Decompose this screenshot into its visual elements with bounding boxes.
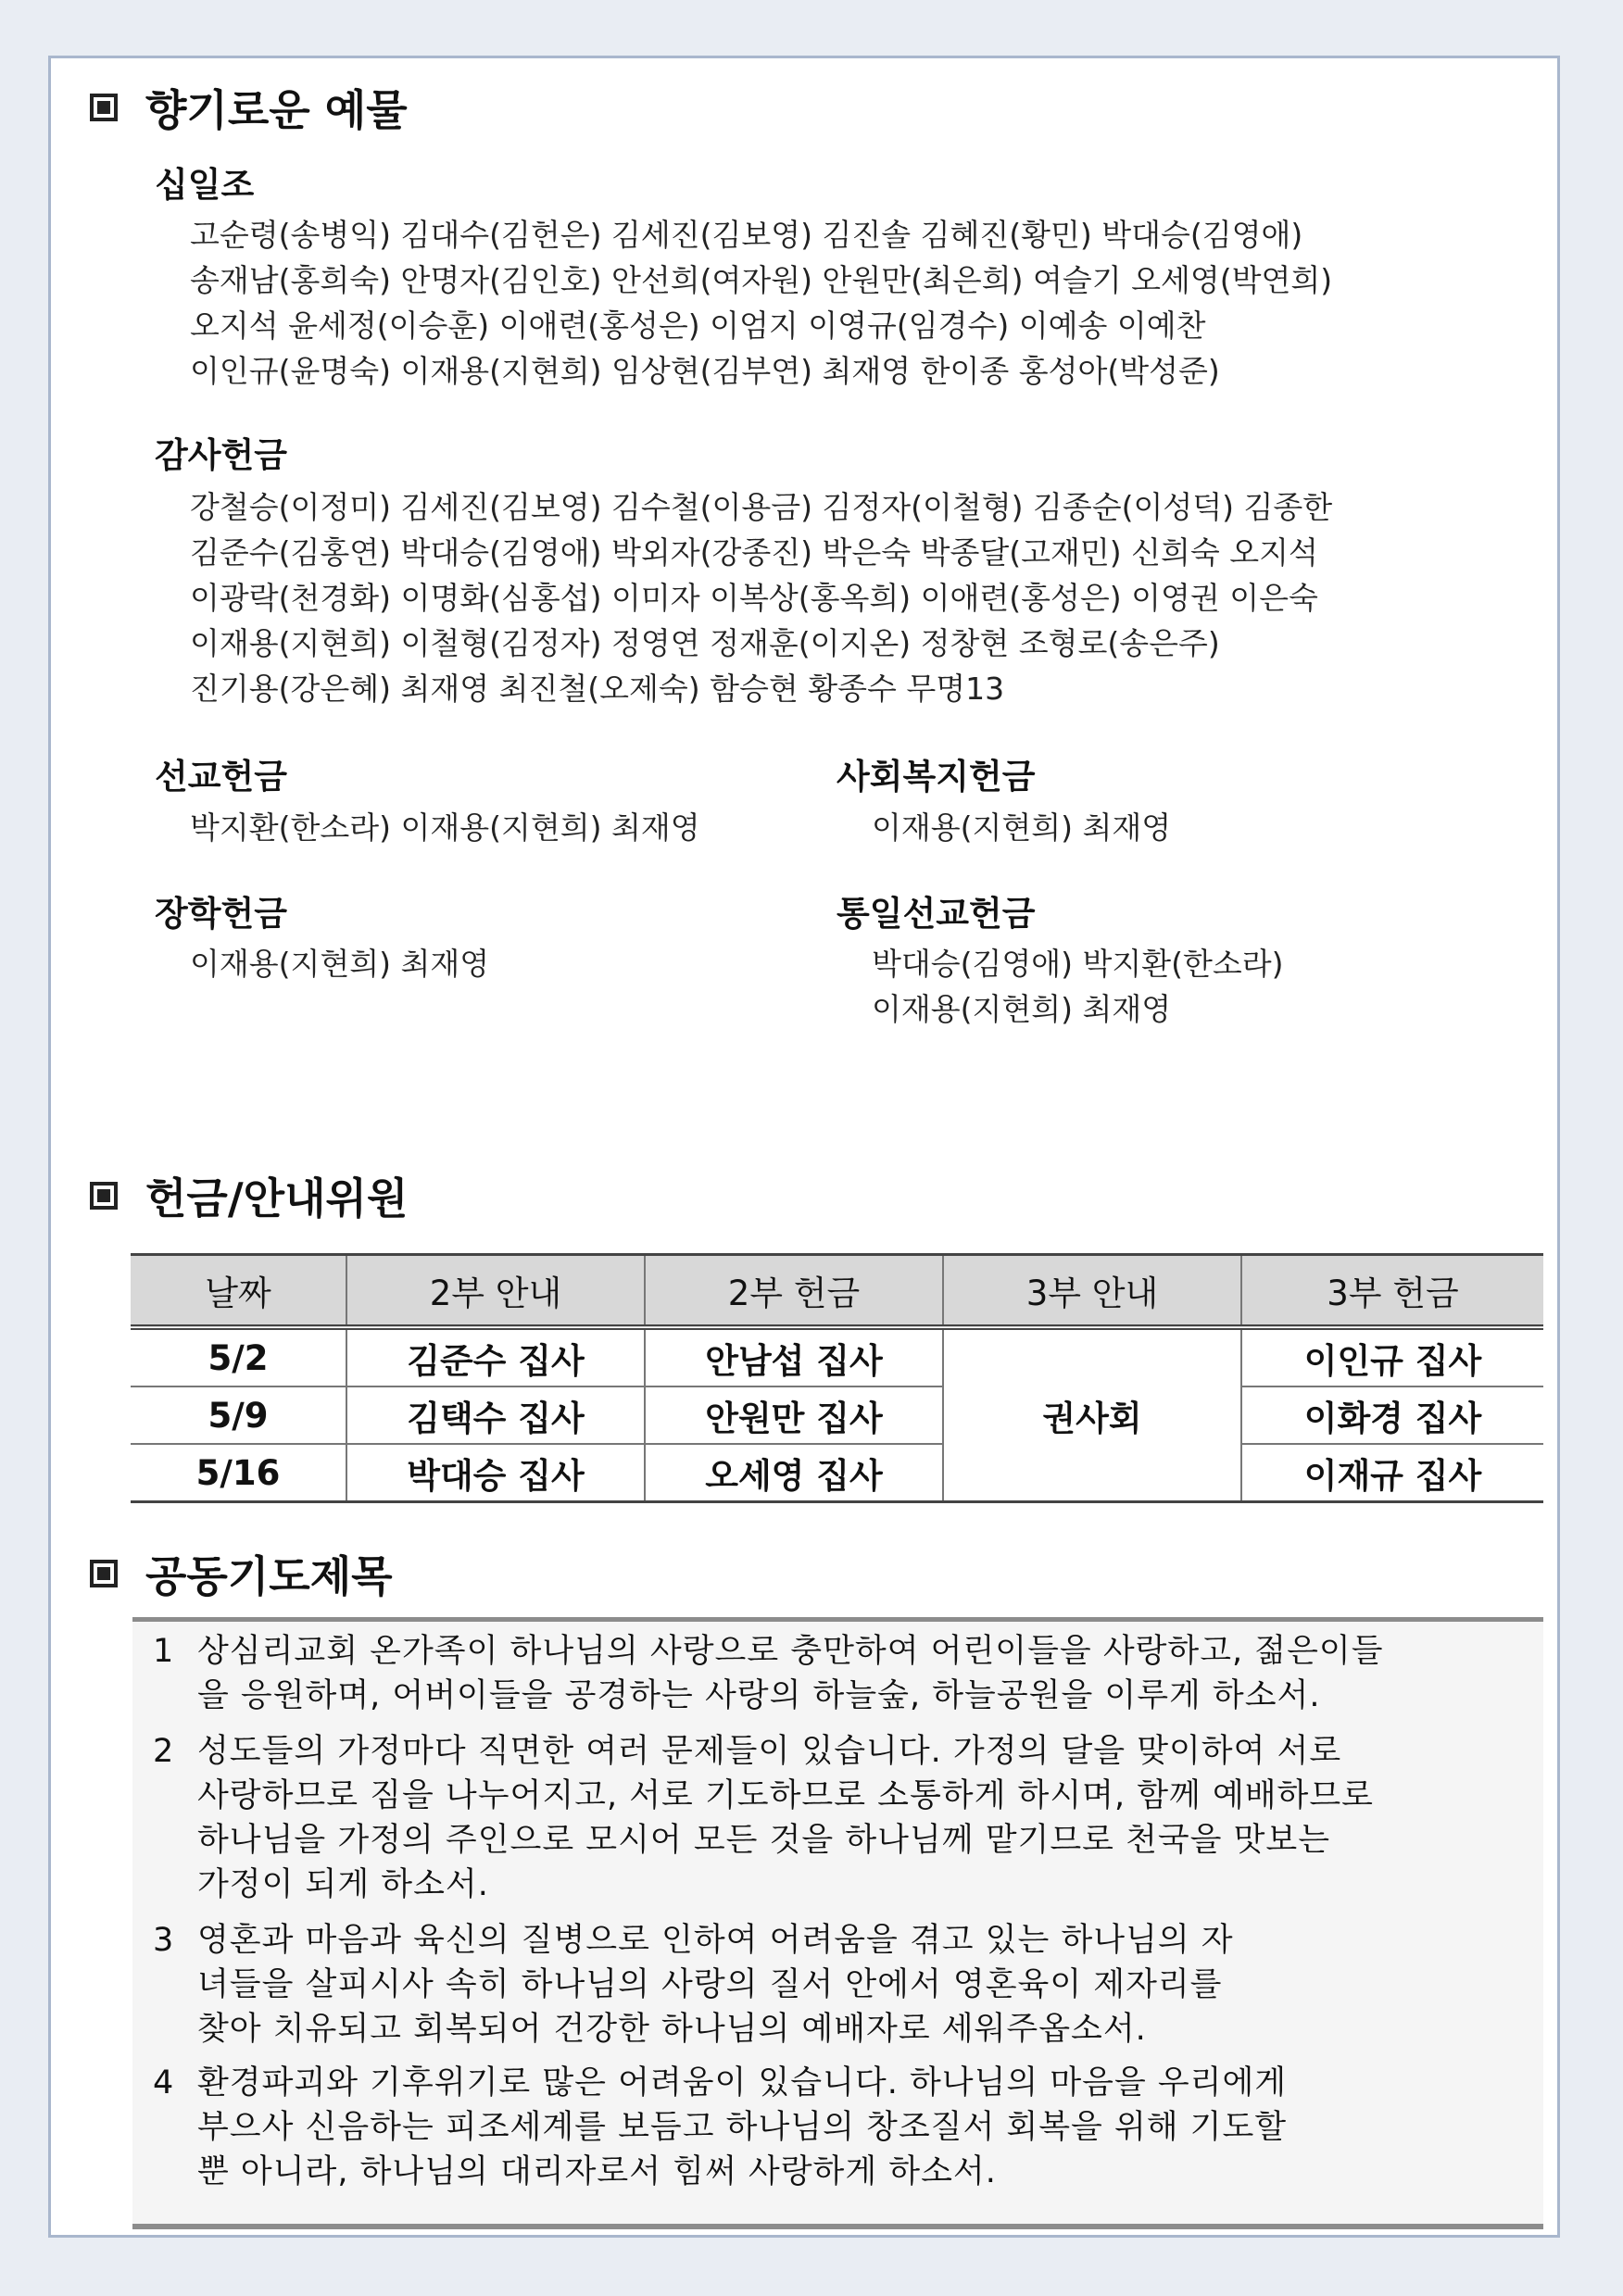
names-line: 이재용(지현희) 최재영	[872, 991, 1172, 1027]
ushers-title: 헌금/안내위원	[145, 1173, 409, 1223]
names-line: 진기용(강은혜) 최재영 최진철(오제숙) 함승현 황종수 무명13	[190, 671, 1005, 707]
square-bullet-icon	[90, 94, 118, 121]
prayer-title: 공동기도제목	[145, 1551, 393, 1601]
names-line: 박대승(김영애) 박지환(한소라)	[872, 946, 1284, 982]
names-line: 송재남(홍희숙) 안명자(김인호) 안선희(여자원) 안원만(최은희) 여슬기 오세영(박연희)	[190, 262, 1333, 298]
welfare-names	[872, 805, 1171, 850]
prayer-line: 녀들을 살피시사 속히 하나님의 사랑의 질서 안에서 영혼육이 제자리를	[197, 1966, 1223, 2003]
ushers-table	[131, 1253, 1543, 1503]
date-cell: 5/9	[131, 1386, 346, 1444]
unification-names	[872, 941, 1284, 1032]
prayer-line: 환경파괴와 기후위기로 많은 어려움이 있습니다. 하나님의 마음을 우리에게	[197, 2064, 1288, 2102]
offering2-cell: 안남섭 집사	[645, 1327, 943, 1386]
unification-title: 통일선교헌금	[837, 894, 1036, 934]
prayer-number: 3	[153, 1922, 174, 1959]
offering3-cell: 이인규 집사	[1241, 1327, 1543, 1386]
offering2-cell: 오세영 집사	[645, 1444, 943, 1502]
prayer-section-title	[90, 1543, 393, 1604]
offering2-cell: 안원만 집사	[645, 1386, 943, 1444]
prayer-line: 부으사 신음하는 피조세계를 보듬고 하나님의 창조질서 회복을 위해 기도할	[197, 2109, 1288, 2146]
table-row	[131, 1327, 1543, 1386]
prayer-line: 상심리교회 온가족이 하나님의 사랑으로 충만하여 어린이들을 사랑하고, 젊은이들	[197, 1633, 1384, 1670]
header-guide3: 3부 안내	[943, 1255, 1241, 1328]
prayer-number: 1	[153, 1633, 174, 1670]
names-line: 이광락(천경화) 이명화(심홍섭) 이미자 이복상(홍옥희) 이애련(홍성은) 이영권 이은숙	[190, 580, 1318, 616]
names-line: 고순령(송병익) 김대수(김헌은) 김세진(김보영) 김진솔 김혜진(황민) 박대승(김영애)	[190, 217, 1303, 253]
header-offering3: 3부 헌금	[1241, 1255, 1543, 1328]
thanksgiving-names	[190, 484, 1332, 711]
date-cell: 5/2	[131, 1327, 346, 1386]
names-line: 김준수(김홍연) 박대승(김영애) 박외자(강종진) 박은숙 박종달(고재민) 신희숙 오지석	[190, 534, 1318, 571]
scholarship-names	[190, 941, 489, 986]
prayer-line: 을 응원하며, 어버이들을 공경하는 사랑의 하늘숲, 하늘공원을 이루게 하소서.	[197, 1677, 1321, 1714]
header-date: 날짜	[131, 1255, 346, 1328]
mission-names	[190, 805, 700, 850]
table-header-row	[131, 1255, 1543, 1328]
names-line: 이인규(윤명숙) 이재용(지현희) 임상현(김부연) 최재영 한이종 홍성아(박성준)	[190, 353, 1220, 389]
offerings-section-title	[90, 77, 408, 138]
guide3-merged-cell: 권사회	[943, 1327, 1241, 1502]
welfare-title: 사회복지헌금	[837, 757, 1036, 797]
prayer-line: 뿐 아니라, 하나님의 대리자로서 힘써 사랑하게 하소서.	[197, 2153, 997, 2190]
prayer-number: 2	[153, 1733, 174, 1770]
prayer-line: 영혼과 마음과 육신의 질병으로 인하여 어려움을 겪고 있는 하나님의 자	[197, 1922, 1234, 1959]
names-line: 이재용(지현희) 이철형(김정자) 정영연 정재훈(이지온) 정창현 조형로(송은주)	[190, 625, 1220, 661]
guide2-cell: 박대승 집사	[346, 1444, 645, 1502]
names-line: 오지석 윤세정(이승훈) 이애련(홍성은) 이엄지 이영규(임경수) 이예송 이예찬	[190, 307, 1206, 344]
thanksgiving-title: 감사헌금	[155, 435, 287, 475]
table-row	[131, 1444, 1543, 1502]
date-cell: 5/16	[131, 1444, 346, 1502]
prayer-line: 찾아 치유되고 회복되어 건강한 하나님의 예배자로 세워주옵소서.	[197, 2011, 1147, 2048]
names-line: 이재용(지현희) 최재영	[190, 946, 490, 982]
names-line: 강철승(이정미) 김세진(김보영) 김수철(이용금) 김정자(이철형) 김종순(이성덕) 김종한	[190, 489, 1333, 525]
tithe-names	[190, 212, 1332, 394]
square-bullet-icon	[90, 1560, 118, 1587]
prayer-line: 가정이 되게 하소서.	[197, 1866, 489, 1903]
bulletin-page	[48, 56, 1560, 2238]
prayer-number: 4	[153, 2064, 174, 2102]
table-row	[131, 1386, 1543, 1444]
mission-title: 선교헌금	[155, 757, 287, 797]
names-line: 이재용(지현희) 최재영	[872, 809, 1172, 846]
ushers-section-title	[90, 1165, 408, 1226]
offerings-title: 향기로운 예물	[145, 85, 408, 135]
guide2-cell: 김택수 집사	[346, 1386, 645, 1444]
header-offering2: 2부 헌금	[645, 1255, 943, 1328]
offering3-cell: 이재규 집사	[1241, 1444, 1543, 1502]
prayer-line: 성도들의 가정마다 직면한 여러 문제들이 있습니다. 가정의 달을 맞이하여 서로	[197, 1733, 1342, 1770]
prayer-box	[132, 1617, 1543, 2229]
guide2-cell: 김준수 집사	[346, 1327, 645, 1386]
prayer-line: 하나님을 가정의 주인으로 모시어 모든 것을 하나님께 맡기므로 천국을 맛보는	[197, 1822, 1331, 1859]
square-bullet-icon	[90, 1182, 118, 1210]
scholarship-title: 장학헌금	[155, 894, 287, 934]
tithe-title: 십일조	[155, 165, 255, 205]
names-line: 박지환(한소라) 이재용(지현희) 최재영	[190, 809, 700, 846]
prayer-line: 사랑하므로 짐을 나누어지고, 서로 기도하므로 소통하게 하시며, 함께 예배하므로	[197, 1777, 1374, 1814]
header-guide2: 2부 안내	[346, 1255, 645, 1328]
offering3-cell: 이화경 집사	[1241, 1386, 1543, 1444]
